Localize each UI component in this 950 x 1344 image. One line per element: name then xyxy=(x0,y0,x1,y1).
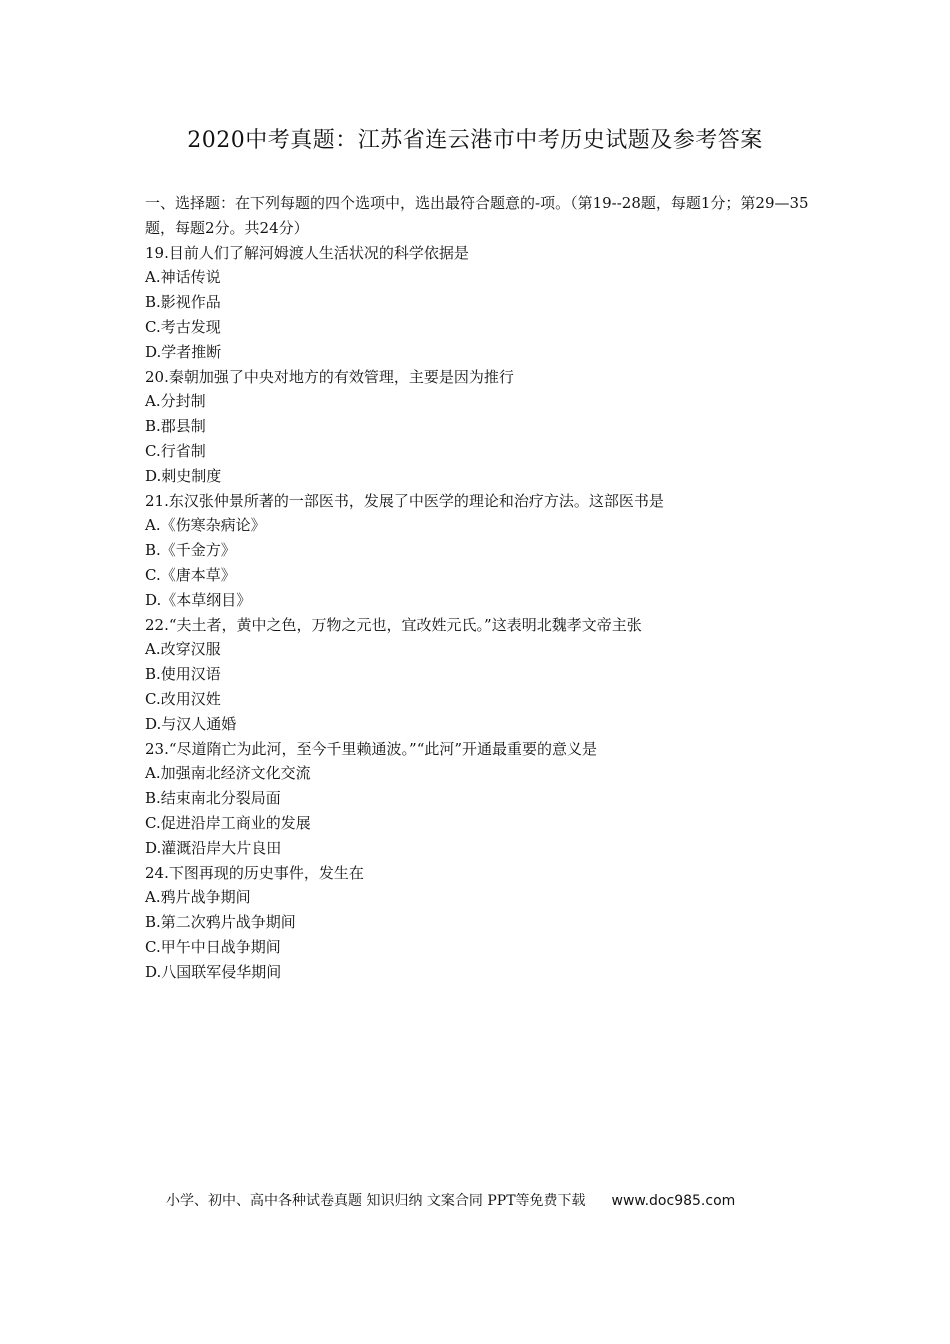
option-b: B.结束南北分裂局面 xyxy=(145,789,281,808)
option-d: D.学者推断 xyxy=(145,342,222,361)
option-b: B.郡县制 xyxy=(145,417,206,436)
question-stem: 24.下图再现的历史事件，发生在 xyxy=(145,863,364,882)
option-a: A.分封制 xyxy=(145,392,206,411)
question-stem: 23.“尽道隋亡为此河，至今千里赖通波。”“此河”开通最重要的意义是 xyxy=(145,739,598,758)
option-a: A.改穿汉服 xyxy=(145,640,221,659)
option-c: C.《唐本草》 xyxy=(145,565,236,584)
option-d: D.八国联军侵华期间 xyxy=(145,962,282,981)
section-instructions: 一、选择题：在下列每题的四个选项中，选出最符合题意的-项。（第19--28题，每题1分；第29—35题，每题2分。共24分） xyxy=(145,194,809,237)
option-b: B.第二次鸦片战争期间 xyxy=(145,913,296,932)
option-c: C.甲午中日战争期间 xyxy=(145,937,281,956)
option-b: B.使用汉语 xyxy=(145,665,221,684)
option-c: C.行省制 xyxy=(145,441,206,460)
question-stem: 22.“夫土者，黄中之色，万物之元也，宜改姓元氏。”这表明北魏孝文帝主张 xyxy=(145,615,642,634)
option-b: B.影视作品 xyxy=(145,293,221,312)
option-a: A.加强南北经济文化交流 xyxy=(145,764,311,783)
option-c: C.促进沿岸工商业的发展 xyxy=(145,813,311,832)
question-stem: 21.东汉张仲景所著的一部医书，发展了中医学的理论和治疗方法。这部医书是 xyxy=(145,491,664,510)
option-d: D.灌溉沿岸大片良田 xyxy=(145,838,282,857)
question-24 xyxy=(145,861,825,985)
option-a: A.鸦片战争期间 xyxy=(145,888,251,907)
page-title: 2020中考真题：江苏省连云港市中考历史试题及参考答案 xyxy=(187,128,763,153)
option-a: A.神话传说 xyxy=(145,268,221,287)
question-stem: 19.目前人们了解河姆渡人生活状况的科学依据是 xyxy=(145,243,469,262)
question-section xyxy=(145,191,825,985)
question-21 xyxy=(145,489,825,613)
option-b: B.《千金方》 xyxy=(145,541,236,560)
option-d: D.与汉人通婚 xyxy=(145,714,237,733)
question-20 xyxy=(145,365,825,489)
question-23 xyxy=(145,737,825,861)
option-c: C.考古发现 xyxy=(145,317,221,336)
footer-url[interactable]: www.doc985.com xyxy=(611,1193,736,1209)
option-a: A.《伤寒杂病论》 xyxy=(145,516,266,535)
question-stem: 20.秦朝加强了中央对地方的有效管理，主要是因为推行 xyxy=(145,367,514,386)
question-19 xyxy=(145,241,825,365)
question-22 xyxy=(145,613,825,737)
page-footer xyxy=(166,1190,735,1212)
footer-text: 小学、初中、高中各种试卷真题 知识归纳 文案合同 PPT等免费下载 xyxy=(166,1193,586,1209)
option-d: D.刺史制度 xyxy=(145,466,222,485)
option-d: D.《本草纲目》 xyxy=(145,590,252,609)
option-c: C.改用汉姓 xyxy=(145,689,221,708)
